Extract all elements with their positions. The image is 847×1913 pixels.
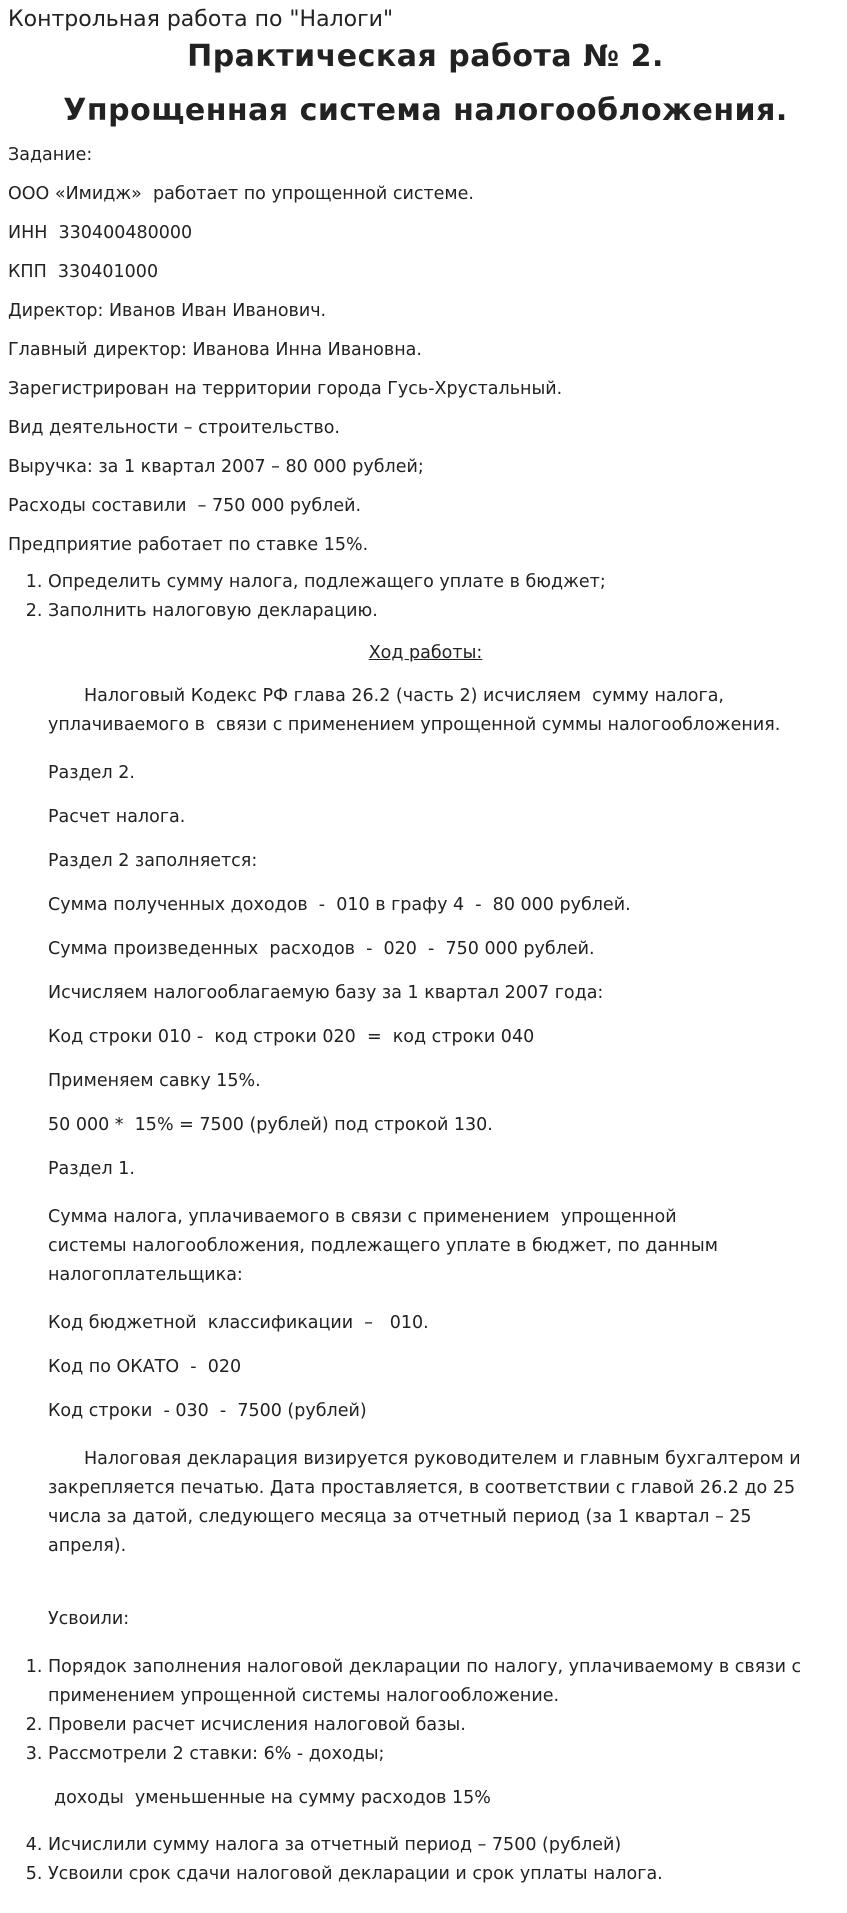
task-line: Расходы составили – 750 000 рублей. <box>8 496 362 516</box>
progress-line: Сумма произведенных расходов - 020 - 750 000 рублей. <box>48 939 595 959</box>
task-line: Главный директор: Иванова Инна Ивановна. <box>8 340 422 360</box>
document-title-line-1: Практическая работа № 2. <box>187 39 664 74</box>
task-line: Вид деятельности – строительство. <box>8 418 340 438</box>
declaration-line: числа за датой, следующего месяца за отчетный период (за 1 квартал – 25 <box>48 1507 752 1527</box>
task-line: ООО «Имидж» работает по упрощенной системе. <box>8 184 474 204</box>
task-line: Предприятие работает по ставке 15%. <box>8 535 369 555</box>
learned-note: доходы уменьшенные на сумму расходов 15% <box>54 1788 491 1808</box>
code-line: Код по ОКАТО - 020 <box>48 1357 242 1377</box>
task-line: Директор: Иванов Иван Иванович. <box>8 301 327 321</box>
learned-item-line: Порядок заполнения налоговой декларации по налогу, уплачиваемому в связи с <box>48 1657 802 1677</box>
task-line: Зарегистрирован на территории города Гусь-Хрустальный. <box>8 379 563 399</box>
task-line: Выручка: за 1 квартал 2007 – 80 000 рублей; <box>8 457 424 477</box>
progress-intro-line-1: Налоговый Кодекс РФ глава 26.2 (часть 2) исчисляем сумму налога, <box>84 686 724 706</box>
task-list-item: 1. Определить сумму налога, подлежащего уплате в бюджет; <box>48 568 843 597</box>
progress-line: 50 000 * 15% = 7500 (рублей) под строкой 130. <box>48 1115 493 1135</box>
document-title-line-2: Упрощенная система налогообложения. <box>63 93 788 128</box>
document-header: Контрольная работа по "Налоги" <box>8 7 394 32</box>
task-list-item: 2. Заполнить налоговую декларацию. <box>48 597 843 626</box>
task-label: Задание: <box>8 145 93 165</box>
document-page <box>8 6 843 1889</box>
learned-list-item: 4. Исчислили сумму налога за отчетный период – 7500 (рублей) <box>48 1831 843 1860</box>
learned-list-item: 2. Провели расчет исчисления налоговой базы. <box>48 1711 843 1740</box>
progress-line: Раздел 2 заполняется: <box>48 851 258 871</box>
task-list <box>8 568 843 626</box>
progress-line: Раздел 1. <box>48 1159 135 1179</box>
task-line: КПП 330401000 <box>8 262 159 282</box>
code-line: Код строки - 030 - 7500 (рублей) <box>48 1401 367 1421</box>
progress-intro <box>48 682 843 740</box>
declaration-line: апреля). <box>48 1536 127 1556</box>
progress-intro-line-2: уплачиваемого в связи с применением упрощенной суммы налогообложения. <box>48 715 781 735</box>
section1-line: Сумма налога, уплачиваемого в связи с применением упрощенной <box>48 1207 677 1227</box>
progress-heading: Ход работы: <box>368 643 483 663</box>
progress-line: Сумма полученных доходов - 010 в графу 4 - 80 000 рублей. <box>48 895 631 915</box>
progress-line: Расчет налога. <box>48 807 186 827</box>
declaration-line: Налоговая декларация визируется руководителем и главным бухгалтером и <box>84 1449 801 1469</box>
section1-line: налогоплательщика: <box>48 1265 243 1285</box>
progress-line: Раздел 2. <box>48 763 135 783</box>
declaration-paragraph <box>48 1445 843 1561</box>
task-section <box>8 144 843 556</box>
learned-item-line: применением упрощенной системы налогообложение. <box>48 1686 560 1706</box>
learned-list-item: 3. Рассмотрели 2 ставки: 6% - доходы; <box>48 1740 843 1769</box>
progress-section <box>8 682 843 1630</box>
code-line: Код бюджетной классификации – 010. <box>48 1313 429 1333</box>
task-line: ИНН 330400480000 <box>8 223 193 243</box>
section1-paragraph <box>48 1203 843 1290</box>
progress-line: Код строки 010 - код строки 020 = код строки 040 <box>48 1027 535 1047</box>
learned-list-item <box>48 1653 843 1711</box>
learned-list-continued <box>8 1831 843 1889</box>
declaration-line: закрепляется печатью. Дата проставляется, в соответствии с главой 26.2 до 25 <box>48 1478 796 1498</box>
learned-heading: Усвоили: <box>48 1609 130 1629</box>
progress-line: Применяем савку 15%. <box>48 1071 261 1091</box>
section1-line: системы налогообложения, подлежащего уплате в бюджет, по данным <box>48 1236 718 1256</box>
learned-list <box>8 1653 843 1769</box>
progress-line: Исчисляем налогооблагаемую базу за 1 квартал 2007 года: <box>48 983 604 1003</box>
learned-list-item: 5. Усвоили срок сдачи налоговой декларации и срок уплаты налога. <box>48 1860 843 1889</box>
